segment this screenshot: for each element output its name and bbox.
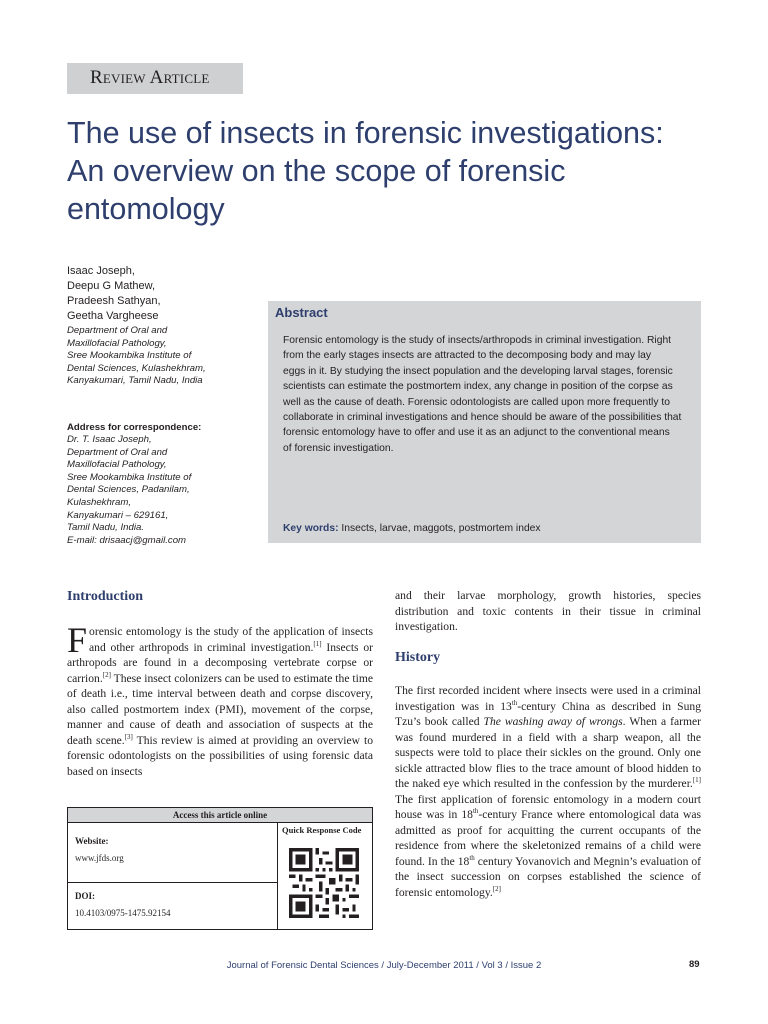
title-line: An overview on the scope of forensic	[67, 154, 566, 188]
abstract-line: of forensic investigation.	[283, 442, 394, 454]
correspondence-line: Department of Oral and	[67, 446, 168, 458]
page-number: 89	[689, 959, 700, 970]
title-line: The use of insects in forensic investigations:	[67, 116, 664, 150]
doi-label: DOI:	[75, 891, 95, 901]
section-heading-history: History	[395, 650, 441, 665]
title-line: entomology	[67, 192, 225, 226]
drop-cap: F	[67, 620, 88, 660]
correspondence-line: Kulashekhram,	[67, 496, 131, 508]
abstract-line: collaborate in criminal investigations and hence should be aware of the possibilities that	[283, 412, 682, 424]
history-body	[395, 683, 701, 900]
article-title	[67, 114, 727, 228]
abstract-line: well as the cause of death. Forensic odontologists are called upon more frequently to	[283, 396, 670, 408]
citation-ref[interactable]: [1]	[692, 776, 701, 785]
citation-ref[interactable]: [1]	[313, 639, 322, 648]
author-name: Pradeesh Sathyan,	[67, 295, 161, 307]
history-text: The first application of forensic entomology in a modern court house was in 18	[395, 792, 701, 821]
access-box-heading: Access this article online	[68, 808, 372, 823]
introduction-continued: and their larvae morphology, growth histories, species distribution and toxic contents in their tissue in criminal investigation.	[395, 589, 701, 633]
affiliation-line: Department of Oral and	[67, 325, 168, 336]
correspondence-address	[67, 434, 267, 547]
journal-footer: Journal of Forensic Dental Sciences / July-December 2011 / Vol 3 / Issue 2	[226, 960, 542, 971]
history-text: . When a farmer was found murdered in a field with a sharp weapon, all the suspects were told to place their sickles on the ground. Only one sickle attracted blow flies to the trace amount of blood hidden to the naked eye which resulted in the confession by the murderer.	[395, 715, 701, 790]
doi-link[interactable]: 10.4103/0975-1475.92154	[75, 908, 171, 918]
qr-code-label: Quick Response Code	[282, 825, 362, 835]
abstract-line: scientists can estimate the postmortem index, any change in position of the corpse as	[283, 381, 673, 393]
author-name: Geetha Vargheese	[67, 310, 159, 322]
history-text: century Yovanovich and Megnin’s evaluation of the insect succession on corpses established the science of forensic entomology.	[395, 854, 702, 899]
intro-text: These insect colonizers can be used to estimate the time of death i.e., time interval between death and corpse discovery, also called postmortem index (PMI), movement of the corpse, manner and cause of death and association of suspects at the death scene.	[67, 671, 373, 747]
intro-text: orensic entomology is the study of the application of	[89, 625, 338, 638]
history-text: -century China as described in Sung Tzu’s book called	[395, 699, 702, 728]
author-name: Isaac Joseph,	[67, 265, 135, 277]
author-list	[67, 264, 267, 324]
correspondence-line: Sree Mookambika Institute of	[67, 471, 192, 483]
article-type-label: Review Article	[90, 67, 210, 88]
affiliation-line: Sree Mookambika Institute of	[67, 350, 192, 362]
correspondence-line: Kanyakumari – 629161,	[67, 509, 169, 521]
affiliation	[67, 325, 267, 388]
introduction-body	[67, 620, 373, 779]
affiliation-line: Maxillofacial Pathology,	[67, 337, 167, 349]
section-heading-introduction: Introduction	[67, 589, 143, 604]
intro-text: insects and other arthropods in criminal investigation.	[89, 625, 373, 654]
superscript: th	[472, 807, 479, 816]
correspondence-line: Dr. T. Isaac Joseph,	[67, 434, 152, 445]
article-type-badge	[67, 63, 243, 94]
intro-text: This review is aimed at providing an overview to forensic odontologists on the possibilities of using forensic data based on insects	[67, 733, 373, 778]
book-title: The washing away of wrongs	[483, 715, 623, 728]
divider	[68, 882, 277, 883]
correspondence-line: Dental Sciences, Padanilam,	[67, 484, 190, 496]
history-text: -century France where entomological data was admitted as proof for acquitting the current occupants of the residence from where the skeletonized remains of a child were found. In the 18	[395, 808, 701, 868]
correspondence-line: Maxillofacial Pathology,	[67, 459, 167, 471]
abstract-text	[283, 333, 688, 456]
qr-code-icon[interactable]	[289, 848, 359, 918]
intro-text: Insects or arthropods are found in a decomposing vertebrate corpse or carrion.	[67, 640, 373, 685]
abstract-line: from the early stages insects are attracted to the decomposing body and may lay	[283, 350, 652, 362]
abstract-heading: Abstract	[275, 305, 328, 320]
correspondence-heading: Address for correspondence:	[67, 422, 202, 433]
citation-ref[interactable]: [2]	[492, 884, 501, 893]
keywords	[283, 523, 541, 534]
history-text: The first recorded incident where insects were used in a criminal investigation was in 13	[395, 684, 701, 713]
divider	[277, 822, 278, 930]
author-name: Deepu G Mathew,	[67, 280, 156, 292]
correspondence-line: Tamil Nadu, India.	[67, 522, 144, 534]
access-article-box	[67, 807, 373, 930]
website-link[interactable]: www.jfds.org	[75, 853, 124, 863]
keywords-label: Key words:	[283, 523, 339, 534]
abstract-line: eggs in it. By studying the insect population and the developing larval stages, forensic	[283, 365, 673, 377]
citation-ref[interactable]: [3]	[124, 732, 133, 741]
website-label: Website:	[75, 836, 109, 846]
citation-ref[interactable]: [2]	[102, 670, 111, 679]
abstract-line: Forensic entomology is the study of insects/arthropods in criminal investigation. Right	[283, 335, 672, 346]
correspondence-email: E-mail: drisaacj@gmail.com	[67, 534, 187, 546]
superscript: th	[511, 698, 518, 707]
abstract-line: forensic entomology have to offer and use it as an adjunct to the conventional means	[283, 427, 670, 439]
affiliation-line: Kanyakumari, Tamil Nadu, India	[67, 375, 203, 387]
keywords-value: Insects, larvae, maggots, postmortem index	[341, 523, 541, 534]
superscript: th	[469, 853, 475, 862]
affiliation-line: Dental Sciences, Kulashekhram,	[67, 362, 206, 374]
